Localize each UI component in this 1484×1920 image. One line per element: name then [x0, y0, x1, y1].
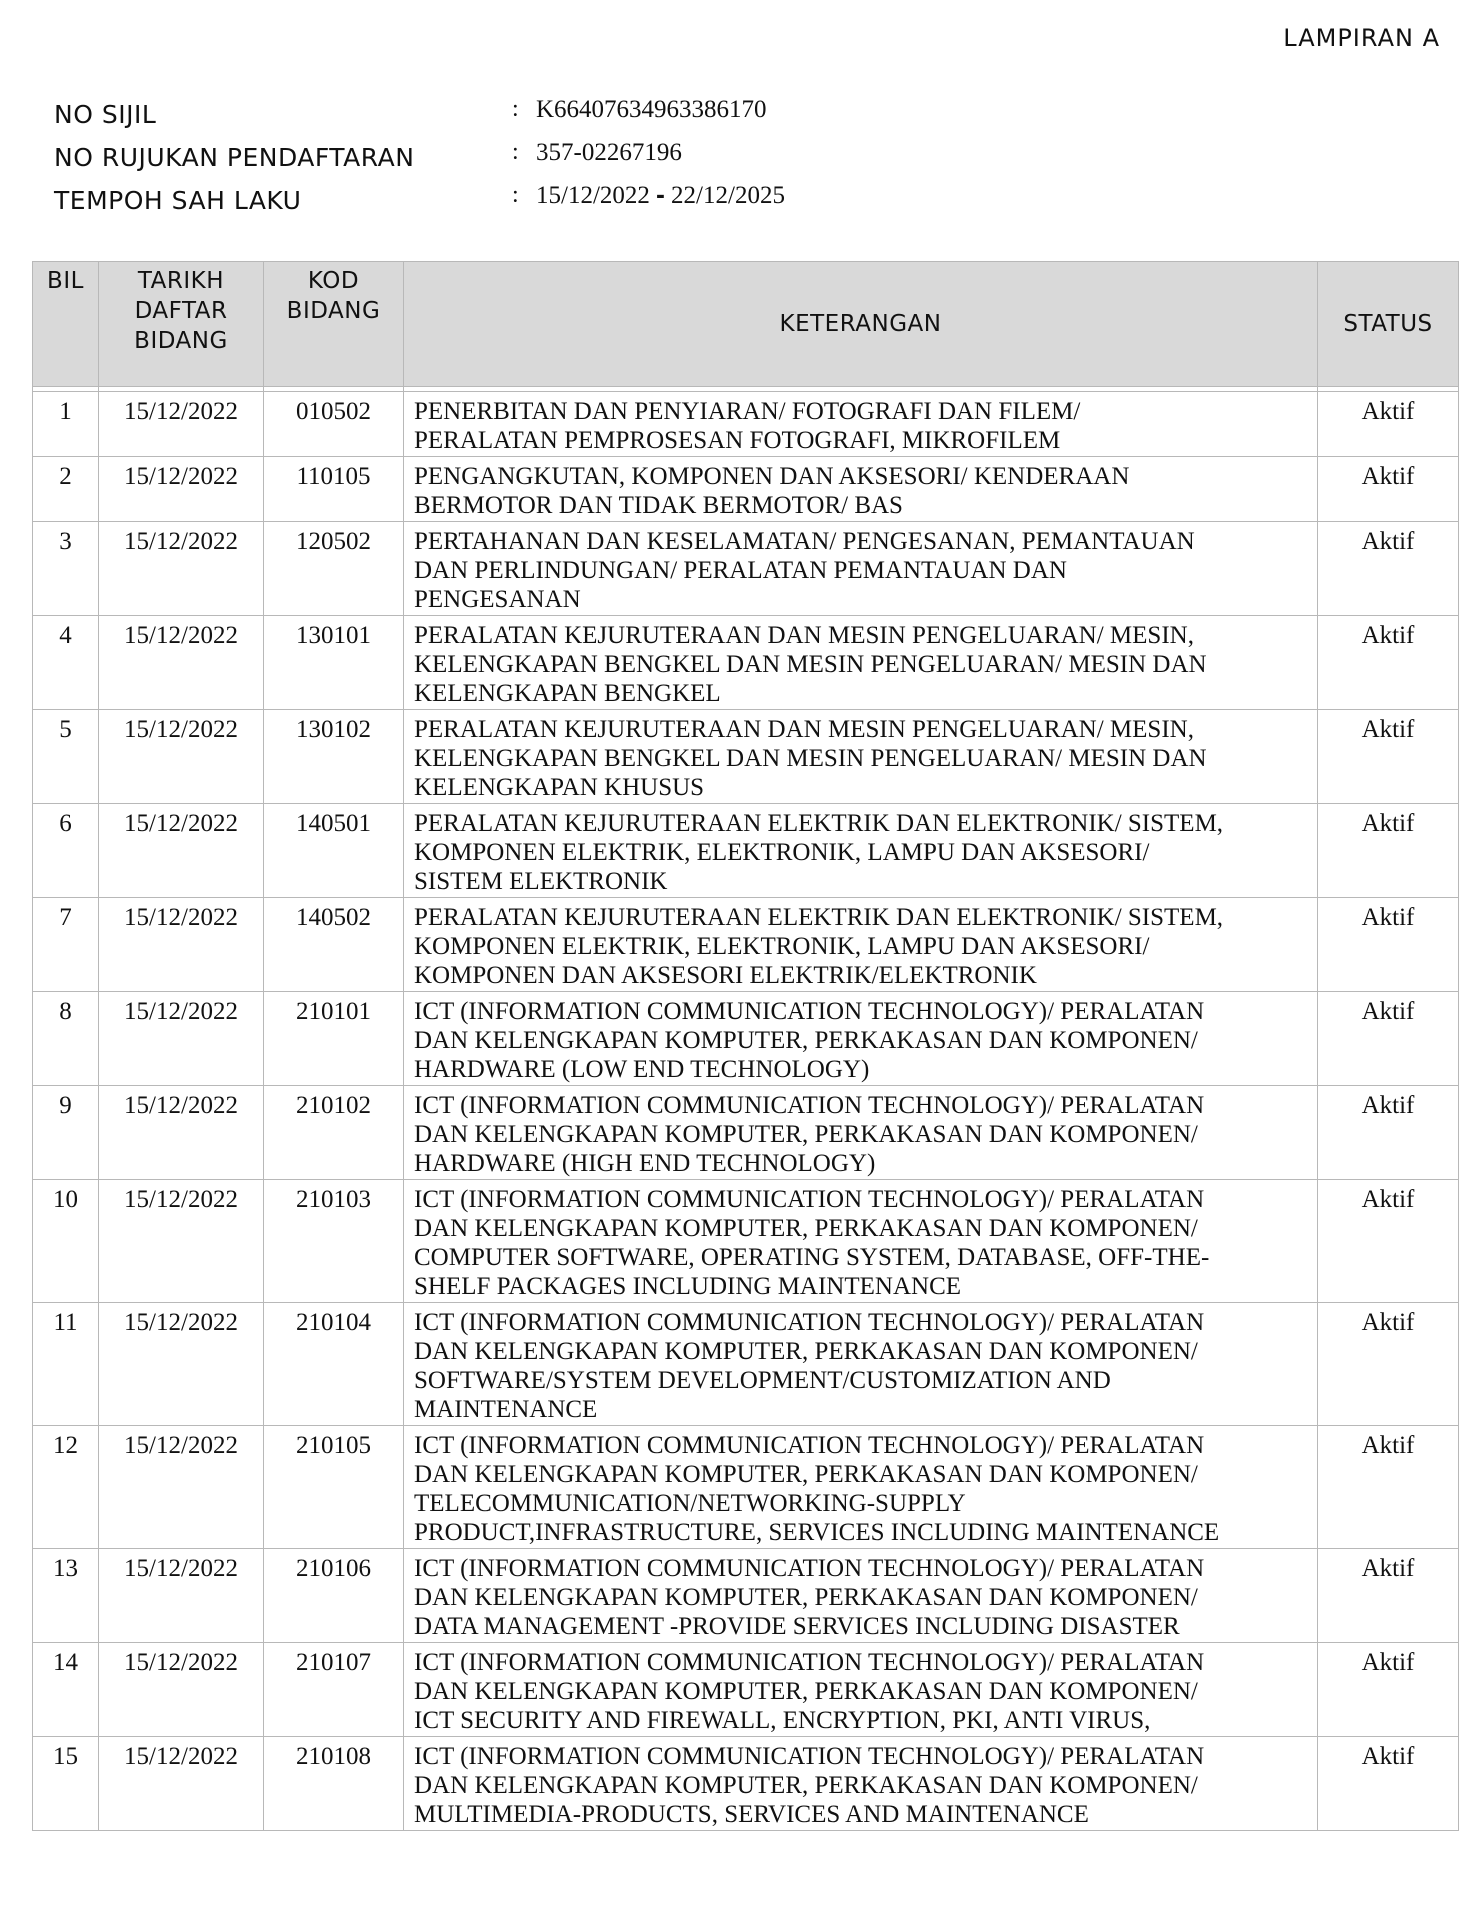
header-tarikh: TARIKH DAFTAR BIDANG: [99, 262, 264, 387]
cell-keterangan: PERALATAN KEJURUTERAAN ELEKTRIK DAN ELEKTRONIK/ SISTEM, KOMPONEN ELEKTRIK, ELEKTRONIK, LAMPU DAN AKSESORI/ KOMPONEN DAN AKSESORI ELEKTRIK/ELEKTRONIK: [404, 898, 1318, 992]
cell-bil: 8: [33, 992, 99, 1086]
cell-status: Aktif: [1318, 992, 1459, 1086]
cell-bil: 12: [33, 1426, 99, 1549]
cell-bil: 9: [33, 1086, 99, 1180]
meta-value: K66407634963386170: [536, 96, 767, 123]
cell-tarikh: 15/12/2022: [99, 1549, 264, 1643]
table-row: [33, 522, 1459, 616]
date-range-separator: -: [655, 184, 666, 209]
meta-row-no-rujukan: [54, 139, 954, 177]
cell-status: Aktif: [1318, 1549, 1459, 1643]
cell-status: Aktif: [1318, 1643, 1459, 1737]
cell-kod: 010502: [264, 392, 404, 457]
cell-kod: 130101: [264, 616, 404, 710]
cell-kod: 110105: [264, 457, 404, 522]
cell-status: Aktif: [1318, 898, 1459, 992]
cell-tarikh: 15/12/2022: [99, 392, 264, 457]
cell-tarikh: 15/12/2022: [99, 898, 264, 992]
cell-kod: 210103: [264, 1180, 404, 1303]
cell-kod: 210104: [264, 1303, 404, 1426]
cell-kod: 210107: [264, 1643, 404, 1737]
table-row: [33, 1737, 1459, 1831]
cell-tarikh: 15/12/2022: [99, 1426, 264, 1549]
meta-row-no-sijil: [54, 96, 954, 134]
cell-tarikh: 15/12/2022: [99, 804, 264, 898]
cell-status: Aktif: [1318, 616, 1459, 710]
cell-keterangan: ICT (INFORMATION COMMUNICATION TECHNOLOGY)/ PERALATAN DAN KELENGKAPAN KOMPUTER, PERKAKASAN DAN KOMPONEN/ DATA MANAGEMENT -PROVIDE SERVICES INCLUDING DISASTER: [404, 1549, 1318, 1643]
table-row: [33, 457, 1459, 522]
registration-table: [32, 261, 1459, 1831]
cell-keterangan: PERALATAN KEJURUTERAAN DAN MESIN PENGELUARAN/ MESIN, KELENGKAPAN BENGKEL DAN MESIN PENGELUARAN/ MESIN DAN KELENGKAPAN BENGKEL: [404, 616, 1318, 710]
cell-tarikh: 15/12/2022: [99, 992, 264, 1086]
cell-keterangan: ICT (INFORMATION COMMUNICATION TECHNOLOGY)/ PERALATAN DAN KELENGKAPAN KOMPUTER, PERKAKASAN DAN KOMPONEN/ COMPUTER SOFTWARE, OPERATING SYSTEM, DATABASE, OFF-THE- SHELF PACKAGES INCLUDING MAINTENANCE: [404, 1180, 1318, 1303]
cell-kod: 140502: [264, 898, 404, 992]
cell-kod: 130102: [264, 710, 404, 804]
table-row: [33, 1086, 1459, 1180]
cell-tarikh: 15/12/2022: [99, 1643, 264, 1737]
cell-keterangan: PENERBITAN DAN PENYIARAN/ FOTOGRAFI DAN FILEM/ PERALATAN PEMPROSESAN FOTOGRAFI, MIKROFILEM: [404, 392, 1318, 457]
cell-tarikh: 15/12/2022: [99, 710, 264, 804]
cell-keterangan: PERALATAN KEJURUTERAAN ELEKTRIK DAN ELEKTRONIK/ SISTEM, KOMPONEN ELEKTRIK, ELEKTRONIK, LAMPU DAN AKSESORI/ SISTEM ELEKTRONIK: [404, 804, 1318, 898]
header-status: STATUS: [1318, 262, 1459, 387]
cell-status: Aktif: [1318, 710, 1459, 804]
cell-kod: 210108: [264, 1737, 404, 1831]
cell-tarikh: 15/12/2022: [99, 457, 264, 522]
cell-bil: 15: [33, 1737, 99, 1831]
meta-colon: :: [512, 139, 519, 165]
meta-label: TEMPOH SAH LAKU: [54, 186, 302, 215]
cell-bil: 11: [33, 1303, 99, 1426]
cell-bil: 14: [33, 1643, 99, 1737]
cell-keterangan: ICT (INFORMATION COMMUNICATION TECHNOLOGY)/ PERALATAN DAN KELENGKAPAN KOMPUTER, PERKAKASAN DAN KOMPONEN/ HARDWARE (LOW END TECHNOLOGY): [404, 992, 1318, 1086]
cell-tarikh: 15/12/2022: [99, 1180, 264, 1303]
cell-kod: 210101: [264, 992, 404, 1086]
cell-bil: 6: [33, 804, 99, 898]
cell-keterangan: ICT (INFORMATION COMMUNICATION TECHNOLOGY)/ PERALATAN DAN KELENGKAPAN KOMPUTER, PERKAKASAN DAN KOMPONEN/ ICT SECURITY AND FIREWALL, ENCRYPTION, PKI, ANTI VIRUS,: [404, 1643, 1318, 1737]
table-row: [33, 1549, 1459, 1643]
cell-bil: 13: [33, 1549, 99, 1643]
meta-colon: :: [512, 182, 519, 208]
cell-keterangan: PERALATAN KEJURUTERAAN DAN MESIN PENGELUARAN/ MESIN, KELENGKAPAN BENGKEL DAN MESIN PENGELUARAN/ MESIN DAN KELENGKAPAN KHUSUS: [404, 710, 1318, 804]
cell-keterangan: ICT (INFORMATION COMMUNICATION TECHNOLOGY)/ PERALATAN DAN KELENGKAPAN KOMPUTER, PERKAKASAN DAN KOMPONEN/ HARDWARE (HIGH END TECHNOLOGY): [404, 1086, 1318, 1180]
meta-colon: :: [512, 96, 519, 122]
cell-tarikh: 15/12/2022: [99, 1737, 264, 1831]
table-row: [33, 1303, 1459, 1426]
cell-keterangan: PERTAHANAN DAN KESELAMATAN/ PENGESANAN, PEMANTAUAN DAN PERLINDUNGAN/ PERALATAN PEMANTAUAN DAN PENGESANAN: [404, 522, 1318, 616]
cell-kod: 120502: [264, 522, 404, 616]
table-header-row: [33, 262, 1459, 387]
meta-label: NO RUJUKAN PENDAFTARAN: [54, 143, 415, 172]
cell-status: Aktif: [1318, 1086, 1459, 1180]
cell-bil: 5: [33, 710, 99, 804]
meta-row-tempoh: [54, 182, 954, 220]
cell-status: Aktif: [1318, 1426, 1459, 1549]
header-keterangan: KETERANGAN: [404, 262, 1318, 387]
cell-status: Aktif: [1318, 457, 1459, 522]
cell-bil: 2: [33, 457, 99, 522]
table-row: [33, 898, 1459, 992]
cell-kod: 140501: [264, 804, 404, 898]
cell-status: Aktif: [1318, 392, 1459, 457]
table-body: [33, 392, 1459, 1831]
cell-status: Aktif: [1318, 1737, 1459, 1831]
table-row: [33, 1643, 1459, 1737]
cell-keterangan: PENGANGKUTAN, KOMPONEN DAN AKSESORI/ KENDERAAN BERMOTOR DAN TIDAK BERMOTOR/ BAS: [404, 457, 1318, 522]
appendix-label: LAMPIRAN A: [1283, 24, 1440, 52]
cell-keterangan: ICT (INFORMATION COMMUNICATION TECHNOLOGY)/ PERALATAN DAN KELENGKAPAN KOMPUTER, PERKAKASAN DAN KOMPONEN/ SOFTWARE/SYSTEM DEVELOPMENT/CUSTOMIZATION AND MAINTENANCE: [404, 1303, 1318, 1426]
table-row: [33, 710, 1459, 804]
cell-status: Aktif: [1318, 804, 1459, 898]
meta-value-range: [536, 182, 785, 210]
cell-bil: 3: [33, 522, 99, 616]
header-bil: BIL: [33, 262, 99, 387]
table-row: [33, 1180, 1459, 1303]
cell-status: Aktif: [1318, 522, 1459, 616]
validity-start-date: 15/12/2022: [536, 182, 650, 209]
cell-keterangan: ICT (INFORMATION COMMUNICATION TECHNOLOGY)/ PERALATAN DAN KELENGKAPAN KOMPUTER, PERKAKASAN DAN KOMPONEN/ MULTIMEDIA-PRODUCTS, SERVICES AND MAINTENANCE: [404, 1737, 1318, 1831]
cell-kod: 210102: [264, 1086, 404, 1180]
cell-bil: 10: [33, 1180, 99, 1303]
table-row: [33, 392, 1459, 457]
cell-status: Aktif: [1318, 1180, 1459, 1303]
table-row: [33, 1426, 1459, 1549]
meta-label: NO SIJIL: [54, 100, 157, 129]
cell-tarikh: 15/12/2022: [99, 522, 264, 616]
cell-keterangan: ICT (INFORMATION COMMUNICATION TECHNOLOGY)/ PERALATAN DAN KELENGKAPAN KOMPUTER, PERKAKASAN DAN KOMPONEN/ TELECOMMUNICATION/NETWORKING-SUPPLY PRODUCT,INFRASTRUCTURE, SERVICES INCLUDING MAINTENANCE: [404, 1426, 1318, 1549]
cell-kod: 210105: [264, 1426, 404, 1549]
cell-bil: 1: [33, 392, 99, 457]
meta-value: 357-02267196: [536, 139, 682, 166]
table-row: [33, 804, 1459, 898]
cell-bil: 7: [33, 898, 99, 992]
cell-bil: 4: [33, 616, 99, 710]
cell-tarikh: 15/12/2022: [99, 616, 264, 710]
validity-end-date: 22/12/2025: [671, 182, 785, 209]
table-row: [33, 992, 1459, 1086]
cell-kod: 210106: [264, 1549, 404, 1643]
cell-status: Aktif: [1318, 1303, 1459, 1426]
header-kod: KOD BIDANG: [264, 262, 404, 387]
table-row: [33, 616, 1459, 710]
cell-tarikh: 15/12/2022: [99, 1303, 264, 1426]
cell-tarikh: 15/12/2022: [99, 1086, 264, 1180]
